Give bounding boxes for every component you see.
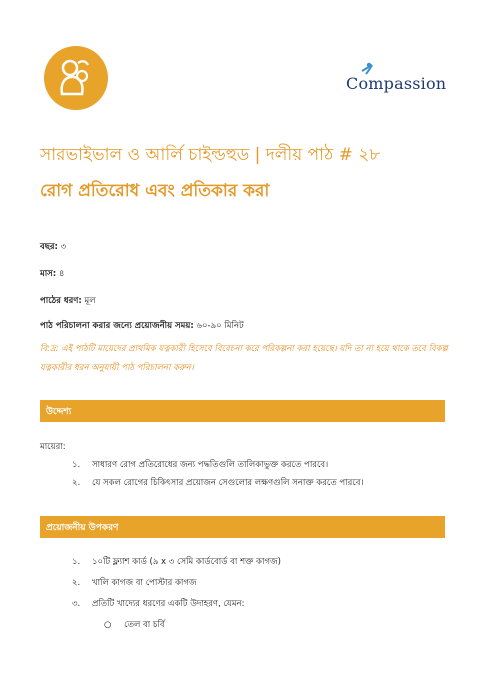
compassion-logo [344, 62, 454, 102]
list-item [72, 458, 328, 472]
list-number: ২. [72, 578, 81, 588]
list-number: ১. [72, 460, 81, 470]
month-label: মাস: [40, 269, 57, 279]
mother-child-logo-icon [44, 46, 108, 110]
list-item [72, 476, 364, 490]
bullet-icon: ○ [104, 620, 112, 630]
brand-name: Compassion [346, 74, 447, 93]
lesson-title: রোগ প্রতিরোধ এবং প্রতিকার করা [40, 181, 270, 201]
note-text: বি:দ্র: এই পাঠটি মায়েদের প্রাথমিক যত্নকারী হিসেবে বিবেচনা করে পরিকল্পনা করা হয়েছে। যদি তা না হয়ে থাকে তবে বিকল্প যত্নকারীর ধরন অনুযায়ী পাঠ পরিচালনা করুন। [40, 344, 448, 373]
meta-year [40, 240, 66, 254]
time-value: ৬০-৯০ মিনিট [196, 321, 244, 331]
materials-heading-bar [40, 516, 445, 538]
objectives-heading-bar [40, 400, 445, 422]
objectives-heading: উদ্দেশ্য [46, 407, 72, 417]
list-text: ১০টি ফ্ল্যাশ কার্ড (৯ x ৩ সেমি কার্ডবোর্ড বা শক্ত কাগজ) [92, 557, 281, 567]
meta-time [40, 319, 244, 333]
time-label: পাঠ পরিচালনা করার জন্যে প্রয়োজনীয় সময়: [40, 321, 194, 331]
list-item [72, 597, 244, 611]
materials-heading: প্রয়োজনীয় উপকরণ [46, 523, 119, 533]
list-text: প্রতিটি খাদ্যের ধরণের একটি উদাহরণ, যেমন: [92, 599, 245, 609]
list-text: যে সকল রোগের চিকিৎসার প্রয়োজন সেগুলোর লক্ষণগুলি সনাক্ত করতে পারবে। [92, 478, 364, 488]
list-number: ২. [72, 478, 81, 488]
month-value: ৪ [58, 269, 65, 279]
year-value: ৩ [60, 242, 67, 252]
objectives-intro: মায়েরা: [40, 442, 66, 452]
list-text: খালি কাগজ বা পোস্টার কাগজ [92, 578, 197, 588]
list-number: ১. [72, 557, 81, 567]
series-title: সারভাইভাল ও আর্লি চাইল্ডহুড | দলীয় পাঠ # ২৮ [40, 145, 381, 165]
list-item [72, 576, 197, 590]
type-label: পাঠের ধরণ: [40, 296, 82, 306]
sub-list-item [104, 618, 165, 632]
sub-list-text: তেল বা চর্বি [124, 620, 165, 630]
list-number: ৩. [72, 599, 81, 609]
meta-type [40, 294, 96, 308]
year-label: বছর: [40, 242, 58, 252]
list-text: সাধারণ রোগ প্রতিরোধের জন্য পদ্ধতিগুলি তালিকাভুক্ত করতে পারবে। [92, 460, 329, 470]
type-value: মূল [84, 296, 96, 306]
list-item [72, 555, 281, 569]
meta-month [40, 267, 64, 281]
